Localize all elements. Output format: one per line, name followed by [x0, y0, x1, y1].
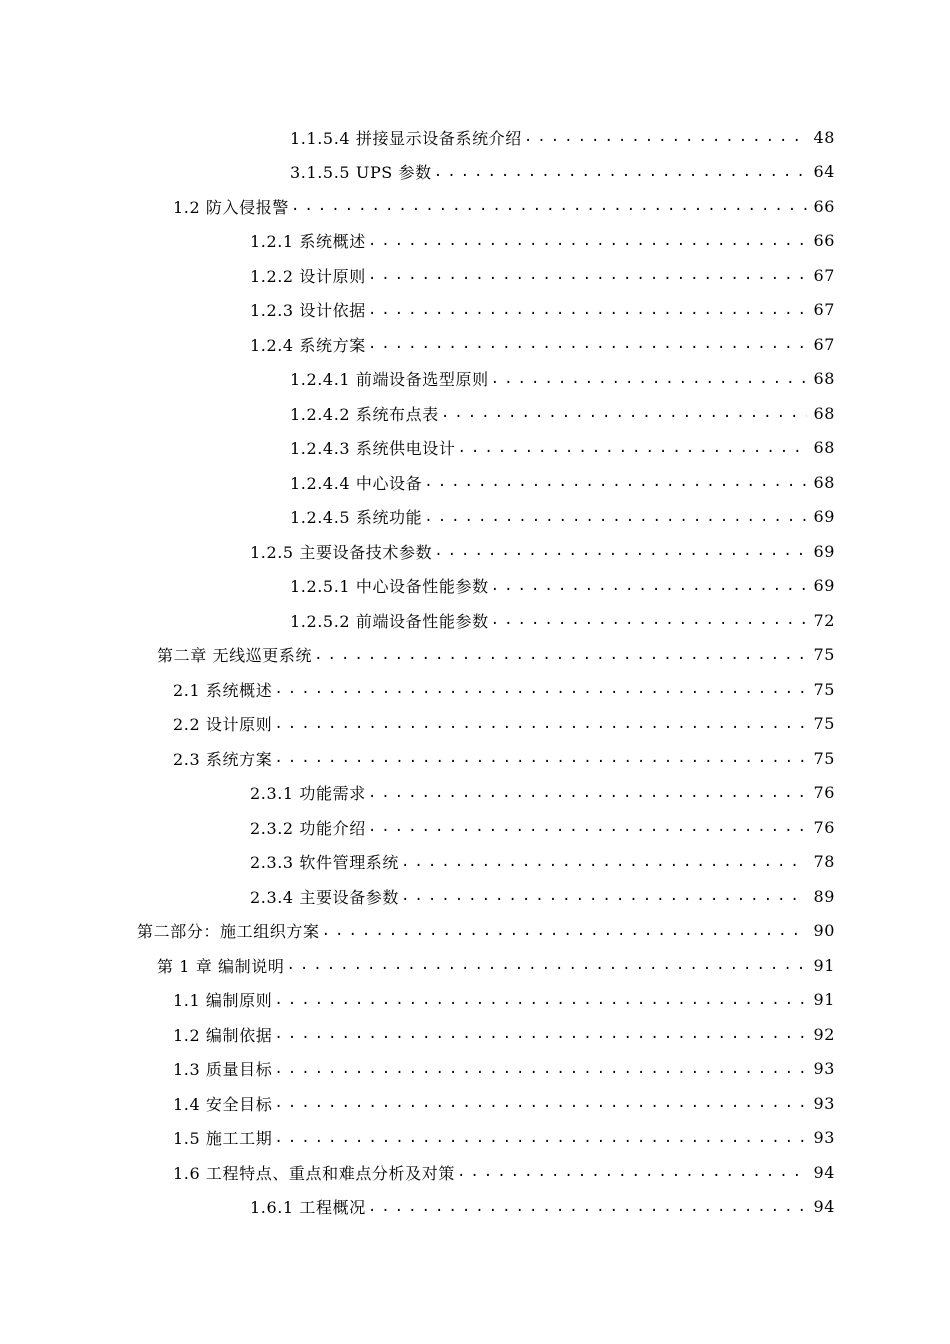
toc-entry-label: 1.5 施工工期: [173, 1129, 273, 1149]
toc-entry-page-number: 94: [813, 1162, 835, 1182]
toc-entry-label: 1.2.4.2 系统布点表: [290, 404, 439, 424]
toc-dot-leader: [424, 510, 807, 524]
toc-dot-leader: [368, 303, 807, 317]
toc-dot-leader: [491, 613, 807, 627]
toc-entry[interactable]: [0, 1155, 950, 1190]
toc-entry-page-number: 90: [813, 921, 835, 941]
toc-entry-label: 1.2.2 设计原则: [250, 266, 366, 286]
table-of-contents: [0, 120, 950, 1224]
toc-entry-label: 1.6 工程特点、重点和难点分析及对策: [173, 1163, 455, 1183]
toc-entry[interactable]: [0, 534, 950, 569]
toc-entry-page-number: 75: [813, 645, 835, 665]
toc-entry-page-number: 68: [813, 472, 835, 492]
toc-entry-label: 2.3 系统方案: [173, 749, 273, 769]
toc-entry-page-number: 75: [813, 714, 835, 734]
toc-entry-label: 2.2 设计原则: [173, 715, 273, 735]
toc-entry-page-number: 93: [813, 1128, 835, 1148]
toc-entry-label: 1.2.3 设计依据: [250, 301, 366, 321]
toc-dot-leader: [274, 1096, 807, 1110]
toc-entry[interactable]: [0, 120, 950, 155]
toc-entry-label: 1.1 编制原则: [173, 991, 273, 1011]
toc-dot-leader: [368, 337, 807, 351]
toc-dot-leader: [401, 855, 807, 869]
toc-entry-label: 1.3 质量目标: [173, 1060, 273, 1080]
toc-entry[interactable]: [0, 224, 950, 259]
toc-dot-leader: [322, 924, 807, 938]
toc-dot-leader: [368, 786, 807, 800]
toc-entry[interactable]: [0, 431, 950, 466]
toc-entry[interactable]: [0, 569, 950, 604]
toc-entry-page-number: 78: [813, 852, 835, 872]
toc-entry-label: 2.3.1 功能需求: [250, 784, 366, 804]
toc-dot-leader: [368, 820, 807, 834]
toc-entry[interactable]: [0, 1086, 950, 1121]
toc-dot-leader: [434, 544, 807, 558]
toc-dot-leader: [434, 165, 807, 179]
toc-entry-label: 1.2.4 系统方案: [250, 335, 366, 355]
toc-entry[interactable]: [0, 638, 950, 673]
toc-dot-leader: [291, 199, 807, 213]
toc-dot-leader: [274, 751, 807, 765]
toc-dot-leader: [368, 1200, 807, 1214]
toc-entry-page-number: 94: [813, 1197, 835, 1217]
toc-entry[interactable]: [0, 396, 950, 431]
toc-entry[interactable]: [0, 327, 950, 362]
toc-dot-leader: [457, 441, 807, 455]
toc-entry-page-number: 64: [813, 162, 835, 182]
toc-entry-page-number: 91: [813, 990, 835, 1010]
toc-dot-leader: [441, 406, 807, 420]
toc-entry-label: 2.3.4 主要设备参数: [250, 887, 399, 907]
toc-entry-page-number: 69: [813, 541, 835, 561]
toc-entry-label: 第二部分：施工组织方案: [137, 922, 320, 942]
toc-entry[interactable]: [0, 258, 950, 293]
toc-entry-label: 1.2.5.2 前端设备性能参数: [290, 611, 489, 631]
toc-entry[interactable]: [0, 672, 950, 707]
toc-entry[interactable]: [0, 741, 950, 776]
toc-entry[interactable]: [0, 362, 950, 397]
toc-dot-leader: [524, 130, 807, 144]
toc-entry-page-number: 93: [813, 1093, 835, 1113]
toc-entry-label: 3.1.5.5 UPS 参数: [290, 163, 432, 183]
toc-entry-page-number: 48: [813, 127, 835, 147]
toc-dot-leader: [457, 1165, 807, 1179]
toc-entry-page-number: 69: [813, 507, 835, 527]
toc-dot-leader: [368, 234, 807, 248]
toc-dot-leader: [491, 372, 807, 386]
toc-entry-label: 1.2.1 系统概述: [250, 232, 366, 252]
toc-entry-page-number: 67: [813, 334, 835, 354]
toc-entry-label: 1.2 编制依据: [173, 1025, 273, 1045]
toc-entry-page-number: 89: [813, 886, 835, 906]
toc-dot-leader: [368, 268, 807, 282]
toc-entry[interactable]: [0, 1190, 950, 1225]
toc-entry-page-number: 66: [813, 231, 835, 251]
toc-entry[interactable]: [0, 465, 950, 500]
toc-entry-page-number: 93: [813, 1059, 835, 1079]
toc-entry-page-number: 66: [813, 196, 835, 216]
toc-entry[interactable]: [0, 707, 950, 742]
toc-entry-label: 1.2.4.4 中心设备: [290, 473, 423, 493]
toc-entry[interactable]: [0, 983, 950, 1018]
toc-dot-leader: [424, 475, 807, 489]
toc-entry-page-number: 72: [813, 610, 835, 630]
toc-dot-leader: [274, 682, 807, 696]
toc-entry-label: 1.2.4.5 系统功能: [290, 508, 423, 528]
toc-entry-label: 1.1.5.4 拼接显示设备系统介绍: [290, 128, 522, 148]
toc-dot-leader: [286, 958, 807, 972]
toc-entry-label: 2.1 系统概述: [173, 680, 273, 700]
toc-entry-label: 1.2.4.3 系统供电设计: [290, 439, 456, 459]
toc-entry[interactable]: [0, 500, 950, 535]
toc-dot-leader: [491, 579, 807, 593]
toc-entry-label: 2.3.2 功能介绍: [250, 818, 366, 838]
toc-entry-page-number: 92: [813, 1024, 835, 1044]
toc-entry-label: 第二章 无线巡更系统: [157, 646, 313, 666]
toc-dot-leader: [274, 1131, 807, 1145]
toc-entry-page-number: 68: [813, 438, 835, 458]
toc-entry-page-number: 75: [813, 679, 835, 699]
toc-entry[interactable]: [0, 948, 950, 983]
toc-entry[interactable]: [0, 293, 950, 328]
toc-dot-leader: [274, 993, 807, 1007]
toc-dot-leader: [274, 1062, 807, 1076]
toc-entry-label: 1.2.4.1 前端设备选型原则: [290, 370, 489, 390]
toc-entry-label: 1.2.5 主要设备技术参数: [250, 542, 433, 562]
toc-entry-label: 1.2.5.1 中心设备性能参数: [290, 577, 489, 597]
toc-entry[interactable]: [0, 879, 950, 914]
toc-dot-leader: [274, 717, 807, 731]
toc-entry-page-number: 75: [813, 748, 835, 768]
toc-entry-label: 第 1 章 编制说明: [157, 956, 285, 976]
toc-entry-label: 1.2 防入侵报警: [173, 197, 289, 217]
toc-entry-page-number: 68: [813, 403, 835, 423]
toc-dot-leader: [314, 648, 807, 662]
toc-entry[interactable]: [0, 189, 950, 224]
toc-entry-label: 2.3.3 软件管理系统: [250, 853, 399, 873]
toc-dot-leader: [274, 1027, 807, 1041]
toc-entry-page-number: 69: [813, 576, 835, 596]
toc-entry[interactable]: [0, 914, 950, 949]
toc-entry-label: 1.6.1 工程概况: [250, 1198, 366, 1218]
toc-entry-page-number: 67: [813, 300, 835, 320]
toc-entry[interactable]: [0, 1052, 950, 1087]
toc-entry[interactable]: [0, 155, 950, 190]
toc-entry[interactable]: [0, 1017, 950, 1052]
toc-entry[interactable]: [0, 603, 950, 638]
toc-entry-page-number: 76: [813, 817, 835, 837]
toc-entry-page-number: 76: [813, 783, 835, 803]
toc-entry-label: 1.4 安全目标: [173, 1094, 273, 1114]
toc-entry[interactable]: [0, 776, 950, 811]
toc-entry[interactable]: [0, 810, 950, 845]
toc-entry[interactable]: [0, 1121, 950, 1156]
toc-entry[interactable]: [0, 845, 950, 880]
toc-entry-page-number: 91: [813, 955, 835, 975]
toc-entry-page-number: 67: [813, 265, 835, 285]
toc-dot-leader: [401, 889, 807, 903]
toc-entry-page-number: 68: [813, 369, 835, 389]
